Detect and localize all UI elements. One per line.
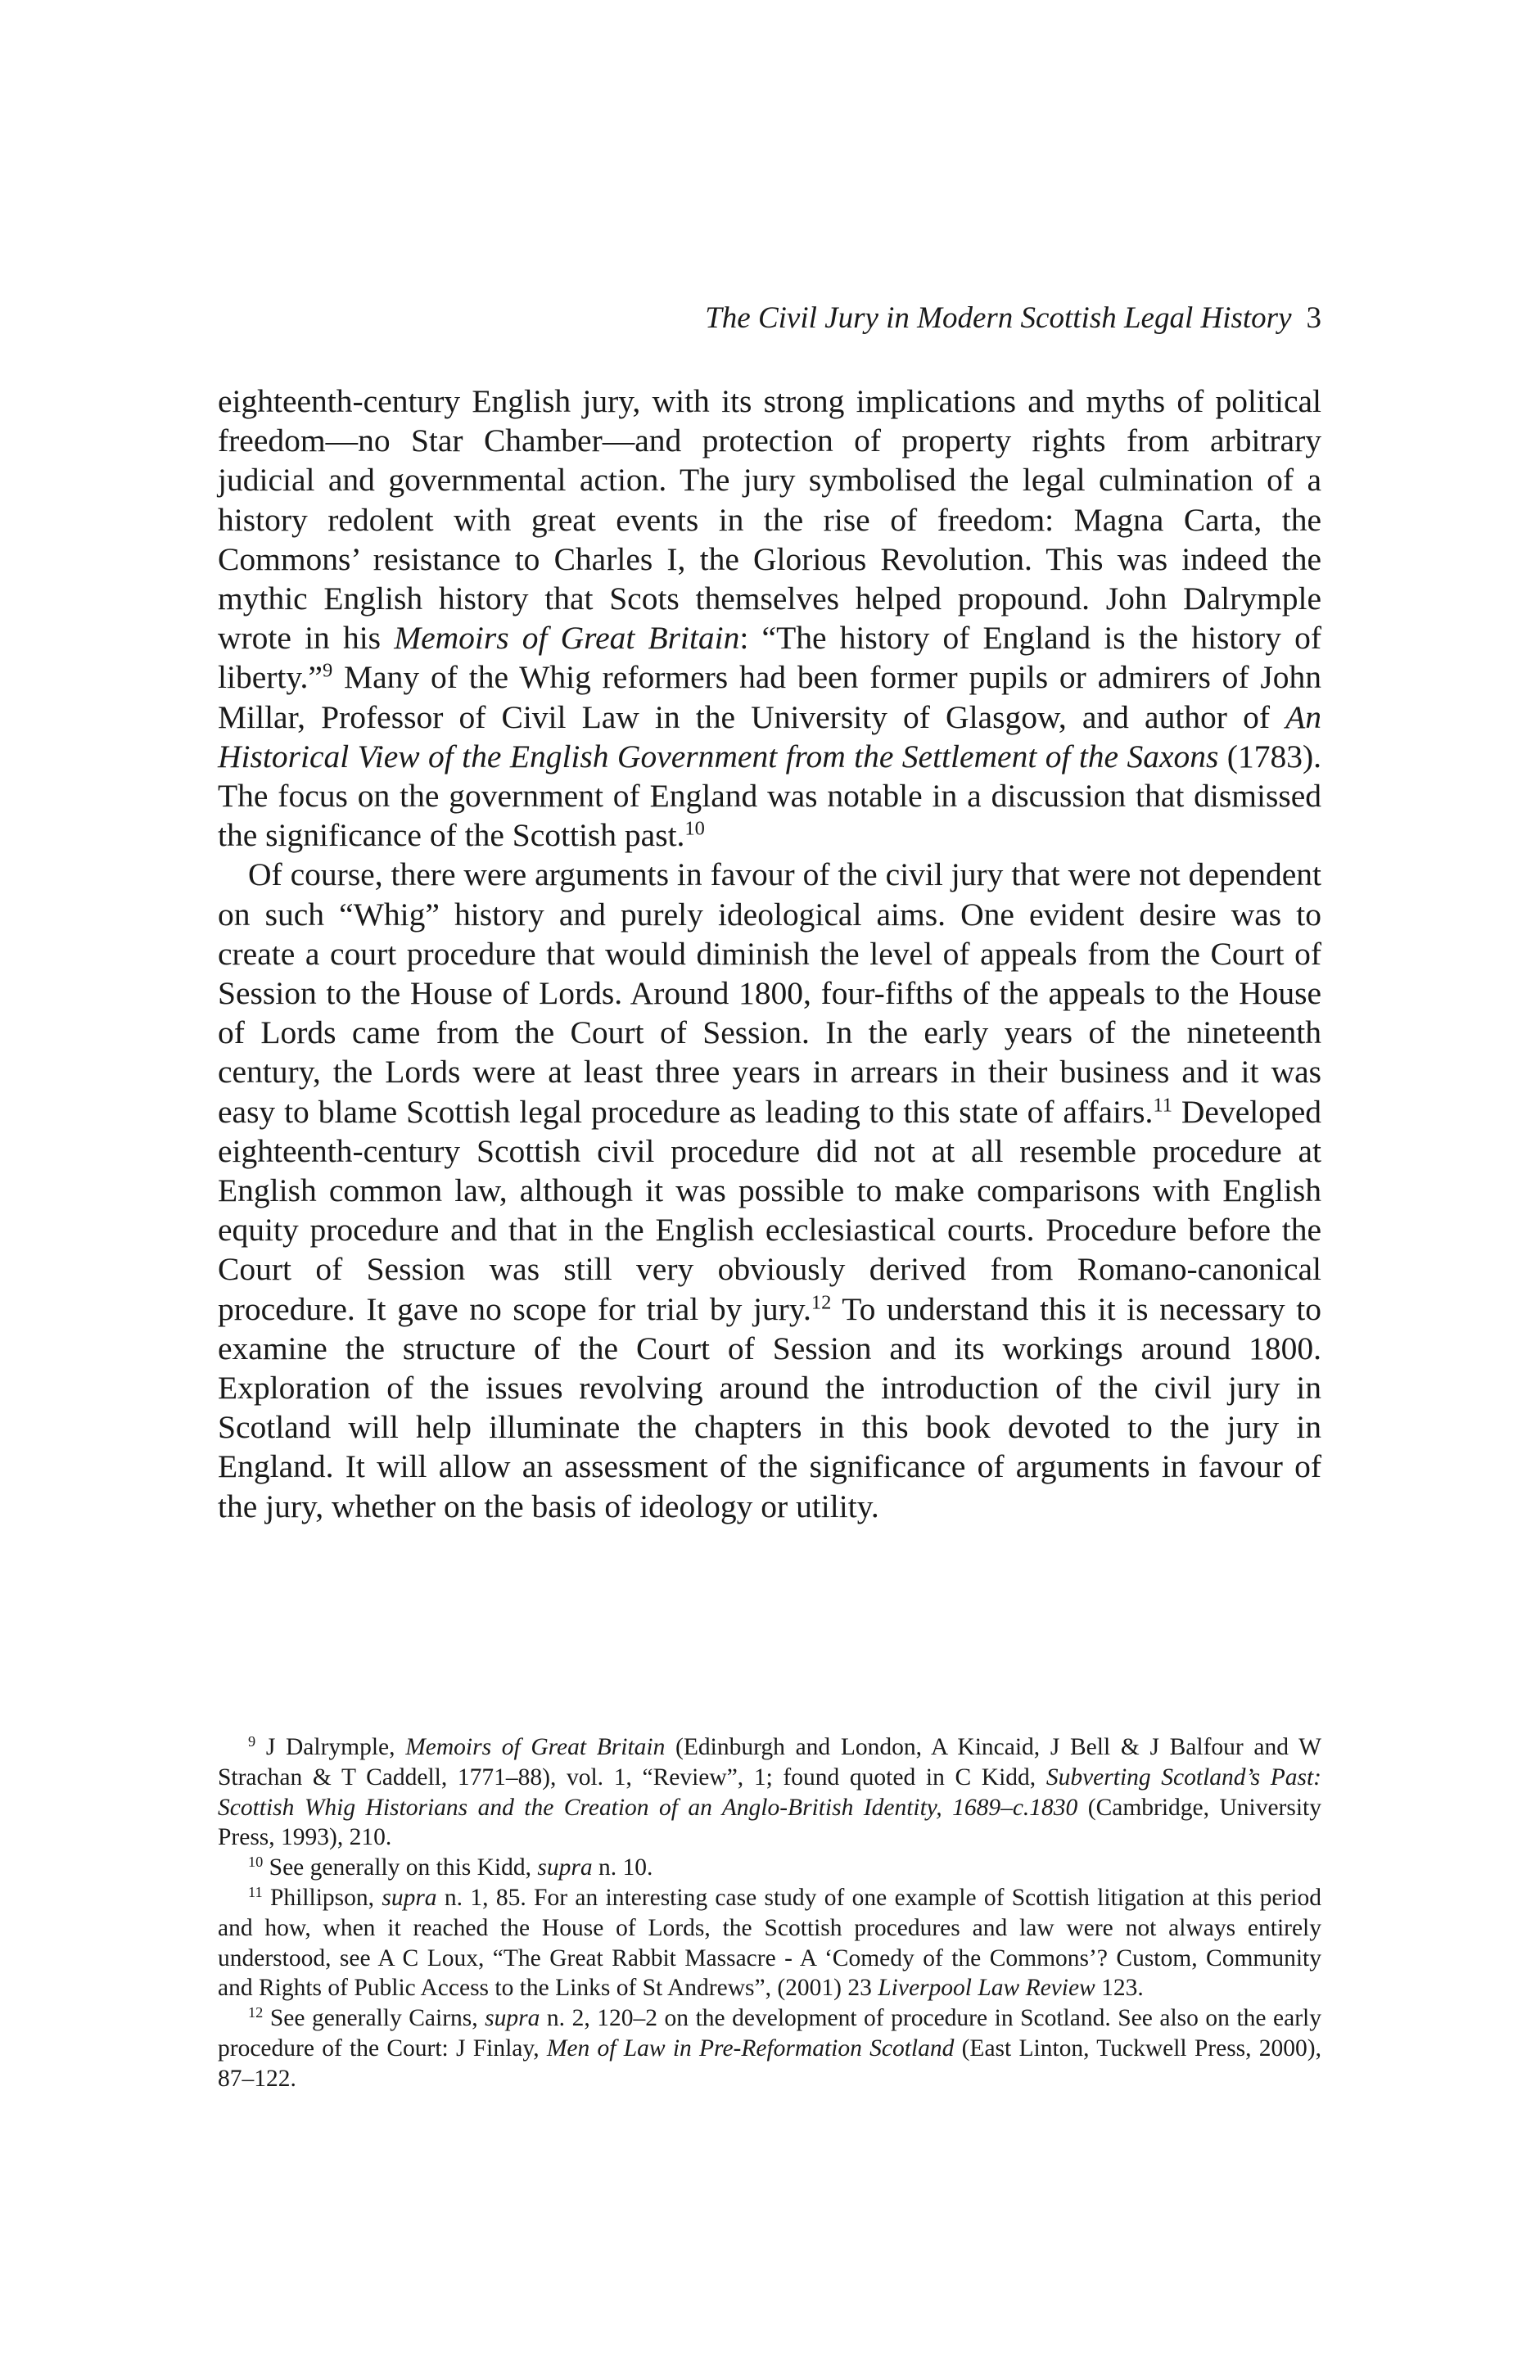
footnote-ref-10: 10 [684,817,705,840]
italic-title: Subverting Scotland’s Past: Scottish Whig Historians and the Creation of an Anglo-British Identity, 1689–c.1830 [218,1764,1321,1821]
running-head-title: The Civil Jury in Modern Scottish Legal History [705,301,1292,335]
footnote-10 [218,1853,1321,1883]
italic-title: Liverpool Law Review [878,1975,1095,2002]
footnote-text: (East Linton, Tuckwell Press, 2000), 87–122. [218,2035,1321,2092]
footnote-12 [218,2003,1321,2093]
footnote-text: 123. [1095,1975,1144,2002]
paragraph-text: eighteenth-century English jury, with its strong implications and myths of political freedom—no Star Chamber—and protection of property rights from arbitrary judicial and governmental action. The jury symbolised the legal culmination of a history redolent with great events in the rise of freedom: Magna Carta, the Commons’ resistance to Charles I, the Glorious Revolution. This was indeed the mythic English history that Scots themselves helped propound. John Dalrymple wrote in his [218,383,1321,657]
footnote-11 [218,1883,1321,2003]
footnote-number: 11 [248,1883,263,1900]
paragraph-text: Developed eighteenth-century Scottish civil procedure did not at all resemble procedure at English common law, although it was possible to make comparisons with English equity procedure and that in the English ecclesiastical courts. Procedure before the Court of Session was still very obviously derived from Romano-canonical procedure. It gave no scope for trial by jury. [218,1093,1321,1327]
paragraph-text: : “The history of England is the history of liberty.” [218,620,1322,696]
paragraph-1 [218,382,1321,855]
paragraph-text: Many of the Whig reformers had been former pupils or admirers of John Millar, Professor of Civil Law in the University of Glasgow, and author of [218,659,1321,735]
footnote-text: (Edinburgh and London, A Kincaid, J Bell & J Balfour and W Strachan & T Caddell, 1771–88), vol. 1, “Review”, 1; found quoted in C Kidd, [218,1734,1321,1791]
italic-term: supra [537,1854,593,1881]
footnote-number: 10 [248,1854,264,1871]
footnote-text: n. 2, 120–2 on the development of procedure in Scotland. See also on the early procedure of the Court: J Finlay, [218,2005,1321,2062]
footnote-number: 12 [248,2004,264,2021]
italic-title: An Historical View of the English Government from the Settlement of the Saxons [218,698,1321,775]
footnote-ref-9: 9 [322,659,333,682]
running-head [218,303,1321,333]
footnote-number: 9 [248,1732,256,1750]
italic-title: Men of Law in Pre-Reformation Scotland [546,2035,955,2062]
footnote-ref-12: 12 [811,1291,832,1314]
italic-title: Memoirs of Great Britain [405,1734,666,1760]
paragraph-text: (1783). The focus on the government of England was notable in a discussion that dismissed the significance of the Scottish past. [218,738,1321,854]
footnote-ref-11: 11 [1153,1094,1172,1117]
footnotes [218,1732,1321,2094]
footnote-text: n. 1, 85. For an interesting case study of one example of Scottish litigation at this period and how, when it reached the House of Lords, the Scottish procedures and law were not always entirely understood, see A C Loux, “The Great Rabbit Massacre - A ‘Comedy of the Commons’? Custom, Community and Rights of Public Access to the Links of St Andrews”, (2001) 23 [218,1884,1321,2002]
footnote-text: See generally on this Kidd, [263,1854,538,1881]
footnote-text: See generally Cairns, [263,2005,485,2032]
footnote-text: Phillipson, [262,1884,382,1911]
paragraph-2 [218,855,1321,1525]
italic-title: Memoirs of Great Britain [394,620,740,657]
footnote-text: (Cambridge, University Press, 1993), 210. [218,1794,1322,1851]
footnote-text: J Dalrymple, [255,1734,406,1760]
italic-term: supra [485,2005,540,2032]
page-number: 3 [1306,301,1321,335]
paragraph-text: Of course, there were arguments in favour of the civil jury that were not dependent on such “Whig” history and purely ideological aims. One evident desire was to create a court procedure that would diminish the level of appeals from the Court of Session to the House of Lords. Around 1800, four-fifths of the appeals to the House of Lords came from the Court of Session. In the early years of the nineteenth century, the Lords were at least three years in arrears in their business and it was easy to blame Scottish legal procedure as leading to this state of affairs. [218,856,1321,1130]
footnote-9 [218,1732,1321,1853]
italic-term: supra [382,1884,437,1911]
body-text [218,382,1321,1526]
footnote-text: n. 10. [592,1854,653,1881]
paragraph-text: To understand this it is necessary to examine the structure of the Court of Session and its workings around 1800. Exploration of the issues revolving around the introduction of the civil jury in Scotland will help illuminate the chapters in this book devoted to the jury in England. It will allow an assessment of the significance of arguments in favour of the jury, whether on the basis of ideology or utility. [218,1290,1321,1524]
